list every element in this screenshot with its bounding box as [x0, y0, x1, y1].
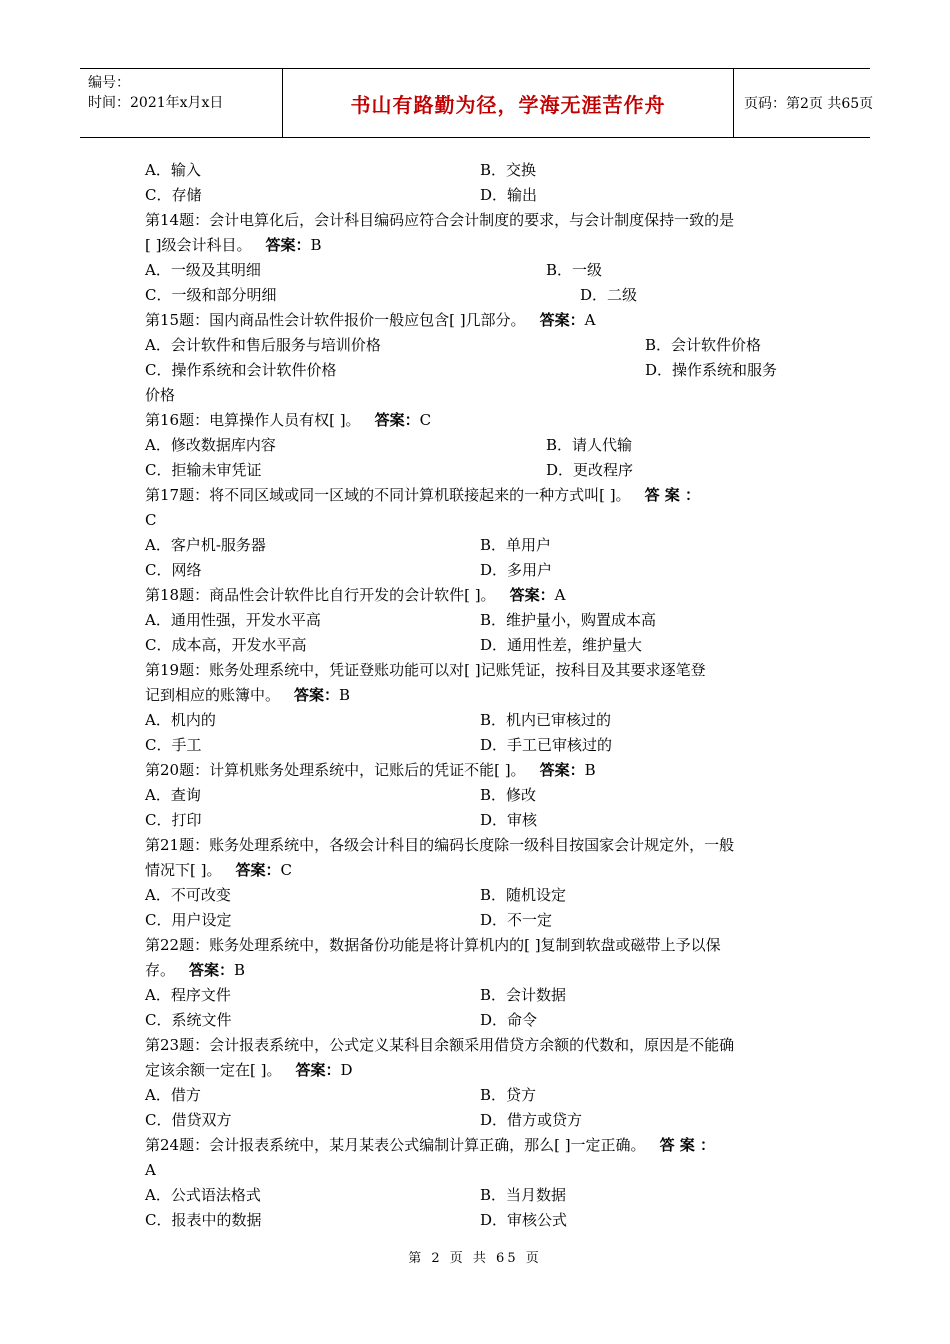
answer-value: C: [419, 411, 432, 429]
question-text: 第18题：商品性会计软件比自行开发的会计软件[ ]。: [145, 586, 496, 604]
option-right: D．更改程序: [546, 461, 634, 479]
option-left: C．存储: [145, 186, 202, 204]
question-text: 情况下[ ]。: [145, 861, 222, 879]
question-text: 第22题：账务处理系统中，数据备份功能是将计算机内的[ ]复制到软盘或磁带上予以保: [145, 936, 721, 954]
answer-value: B: [310, 236, 322, 254]
question-text: A: [145, 1161, 156, 1179]
question-line: [145, 408, 807, 433]
option-right: D．多用户: [480, 561, 553, 579]
option-left: A．借方: [145, 1086, 201, 1104]
question-text: C: [145, 511, 157, 529]
option-right: B．维护量小，购置成本高: [480, 611, 657, 629]
option-left: A．机内的: [145, 711, 216, 729]
question-line: [145, 1058, 807, 1083]
answer-label: 答 案 ：: [659, 1136, 716, 1154]
option-right: D．命令: [480, 1011, 538, 1029]
answer-label: 答 案 ：: [644, 486, 701, 504]
answer-label: 答案：: [235, 861, 281, 879]
question-text: 第21题：账务处理系统中，各级会计科目的编码长度除一级科目按国家会计规定外，一般: [145, 836, 735, 854]
option-left: C．用户设定: [145, 911, 232, 929]
question-text: 第14题：会计电算化后，会计科目编码应符合会计制度的要求，与会计制度保持一致的是: [145, 211, 735, 229]
option-row: [145, 708, 807, 733]
question-line: [145, 758, 807, 783]
option-right: B．会计软件价格: [645, 336, 762, 354]
option-left: A．输入: [145, 161, 201, 179]
question-line: [145, 308, 807, 333]
option-right: D．通用性差，维护量大: [480, 636, 643, 654]
option-right: D．借方或贷方: [480, 1111, 583, 1129]
question-text: [ ]级会计科目。: [145, 236, 252, 254]
option-row: [145, 808, 807, 833]
question-text: 价格: [145, 386, 176, 404]
answer-value: A: [554, 586, 566, 604]
option-left: A．修改数据库内容: [145, 436, 276, 454]
option-right: B．单用户: [480, 536, 552, 554]
option-row: [145, 1083, 807, 1108]
page-header: [80, 68, 874, 138]
question-line: [145, 958, 807, 983]
answer-label: 答案：: [374, 411, 420, 429]
question-text: 定该余额一定在[ ]。: [145, 1061, 282, 1079]
option-left: A．不可改变: [145, 886, 231, 904]
option-left: C．借贷双方: [145, 1111, 232, 1129]
question-list: [145, 158, 807, 1233]
question-text: 第23题：会计报表系统中，公式定义某科目余额采用借贷方余额的代数和，原因是不能确: [145, 1036, 735, 1054]
option-row: [145, 558, 807, 583]
question-line: [145, 933, 807, 958]
answer-label: 答案：: [509, 586, 555, 604]
question-text: 第17题：将不同区域或同一区域的不同计算机联接起来的一种方式叫[ ]。: [145, 486, 631, 504]
question-text: 第20题：计算机账务处理系统中，记账后的凭证不能[ ]。: [145, 761, 526, 779]
answer-label: 答案：: [265, 236, 311, 254]
question-text: 第15题：国内商品性会计软件报价一般应包含[ ]几部分。: [145, 311, 526, 329]
option-row: [145, 158, 807, 183]
answer-value: B: [339, 686, 351, 704]
question-line: [145, 858, 807, 883]
option-row: [145, 633, 807, 658]
option-left: A．会计软件和售后服务与培训价格: [145, 336, 381, 354]
question-line: [145, 658, 807, 683]
option-left: C．打印: [145, 811, 202, 829]
option-left: A．程序文件: [145, 986, 231, 1004]
answer-value: C: [280, 861, 292, 879]
question-line: [145, 483, 807, 508]
answer-label: 答案：: [539, 311, 585, 329]
option-right: D．不一定: [480, 911, 553, 929]
option-right: B．修改: [480, 786, 537, 804]
option-row: [145, 783, 807, 808]
option-left: C．操作系统和会计软件价格: [145, 361, 337, 379]
question-line: [145, 1158, 807, 1183]
option-row: [145, 908, 807, 933]
option-row: [145, 283, 807, 308]
option-left: A．一级及其明细: [145, 261, 261, 279]
option-row: [145, 883, 807, 908]
option-row: [145, 733, 807, 758]
option-left: A．公式语法格式: [145, 1186, 261, 1204]
option-left: C．成本高，开发水平高: [145, 636, 307, 654]
answer-label: 答案：: [539, 761, 585, 779]
option-row: [145, 983, 807, 1008]
option-right: D．审核: [480, 811, 538, 829]
option-row: [145, 433, 807, 458]
question-line: [145, 583, 807, 608]
option-right: B．请人代输: [546, 436, 633, 454]
answer-value: D: [340, 1061, 353, 1079]
option-row: [145, 1208, 807, 1233]
answer-label: 答案：: [295, 1061, 341, 1079]
question-text: 记到相应的账簿中。: [145, 686, 281, 704]
option-right: B．交换: [480, 161, 537, 179]
question-text: 第16题：电算操作人员有权[ ]。: [145, 411, 361, 429]
question-line: [145, 508, 807, 533]
option-left: A．客户机-服务器: [145, 536, 266, 554]
option-right: D．手工已审核过的: [480, 736, 613, 754]
option-right: B．机内已审核过的: [480, 711, 612, 729]
option-right: B．一级: [546, 261, 603, 279]
time-label: 时间：2021年x月x日: [88, 95, 224, 111]
option-row: [145, 608, 807, 633]
answer-label: 答案：: [189, 961, 235, 979]
option-right: D．二级: [580, 286, 638, 304]
page-footer: 第 2 页 共 65 页: [408, 1251, 542, 1266]
option-right: D．审核公式: [480, 1211, 568, 1229]
question-line: [145, 233, 807, 258]
option-right: B．会计数据: [480, 986, 567, 1004]
option-row: [145, 458, 807, 483]
option-left: C．手工: [145, 736, 202, 754]
option-left: C．网络: [145, 561, 202, 579]
answer-value: B: [584, 761, 596, 779]
option-left: C．拒输未审凭证: [145, 461, 262, 479]
question-line: [145, 1033, 807, 1058]
option-row: [145, 258, 807, 283]
option-row: [145, 1183, 807, 1208]
header-slogan: 书山有路勤为径，学海无涯苦作舟: [282, 69, 734, 137]
option-row: [145, 533, 807, 558]
answer-value: B: [234, 961, 246, 979]
answer-label: 答案：: [294, 686, 340, 704]
option-row: [145, 183, 807, 208]
option-left: C．一级和部分明细: [145, 286, 277, 304]
option-row: [145, 1108, 807, 1133]
question-line: [145, 833, 807, 858]
option-row: [145, 333, 807, 358]
question-line: [145, 383, 807, 408]
header-meta: [80, 69, 282, 137]
question-text: 存。: [145, 961, 176, 979]
option-right: B．贷方: [480, 1086, 537, 1104]
option-left: C．报表中的数据: [145, 1211, 262, 1229]
header-page-number: 页码：第2页 共65页: [744, 96, 874, 112]
option-left: C．系统文件: [145, 1011, 232, 1029]
option-right: D．操作系统和服务: [645, 361, 778, 379]
option-right: B．随机设定: [480, 886, 567, 904]
question-line: [145, 683, 807, 708]
answer-value: A: [584, 311, 596, 329]
code-label: 编号：: [88, 75, 130, 91]
question-line: [145, 208, 807, 233]
option-right: D．输出: [480, 186, 538, 204]
option-row: [145, 358, 807, 383]
option-row: [145, 1008, 807, 1033]
question-line: [145, 1133, 807, 1158]
question-text: 第24题：会计报表系统中，某月某表公式编制计算正确，那么[ ]一定正确。: [145, 1136, 646, 1154]
option-right: B．当月数据: [480, 1186, 567, 1204]
question-text: 第19题：账务处理系统中，凭证登账功能可以对[ ]记账凭证，按科目及其要求逐笔登: [145, 661, 706, 679]
option-left: A．通用性强，开发水平高: [145, 611, 321, 629]
option-left: A．查询: [145, 786, 201, 804]
